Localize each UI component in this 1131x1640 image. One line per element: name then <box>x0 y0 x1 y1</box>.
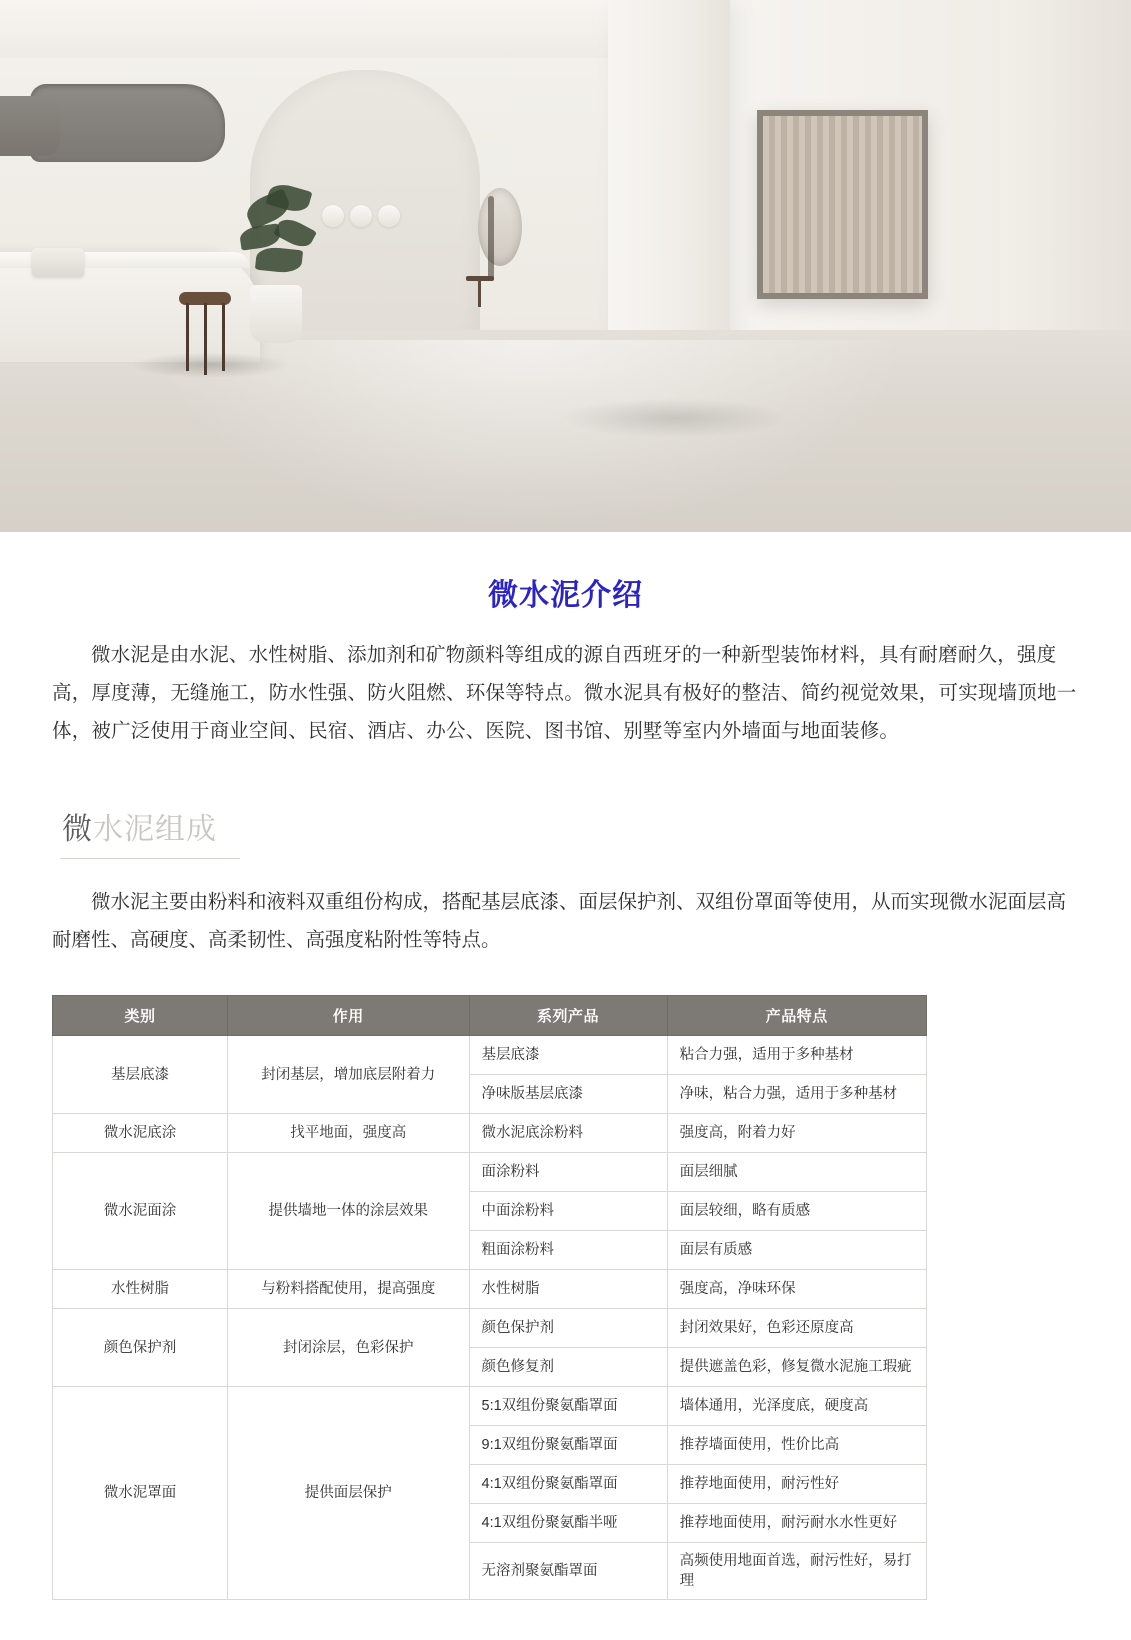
table-row <box>53 1270 927 1309</box>
cell-product: 4:1双组份聚氨酯半哑 <box>469 1504 667 1543</box>
stool-leg <box>204 303 207 375</box>
wall-disc-decor <box>378 205 400 227</box>
cell-function: 找平地面，强度高 <box>228 1114 469 1153</box>
artwork-canvas <box>763 116 922 293</box>
cell-category: 水性树脂 <box>53 1270 228 1309</box>
cell-product: 面涂粉料 <box>469 1153 667 1192</box>
cell-feature: 推荐地面使用，耐污性好 <box>667 1465 926 1504</box>
intro-paragraph: 微水泥是由水泥、水性树脂、添加剂和矿物颜料等组成的源自西班牙的一种新型装饰材料，具有耐磨耐久，强度高，厚度薄，无缝施工，防水性强、防火阻燃、环保等特点。微水泥具有极好的整洁、简约视觉效果，可实现墙顶地一体，被广泛使用于商业空间、民宿、酒店、办公、医院、图书馆、别墅等室内外墙面与地面装修。 <box>52 644 1077 742</box>
cell-function: 提供墙地一体的涂层效果 <box>228 1153 469 1270</box>
interior-scene <box>0 0 1131 532</box>
cell-category: 微水泥面涂 <box>53 1153 228 1270</box>
spec-table <box>52 995 927 1600</box>
spec-table-head <box>53 996 927 1036</box>
plant-pot <box>250 285 302 343</box>
section-divider <box>60 858 240 859</box>
cell-feature: 面层较细，略有质感 <box>667 1192 926 1231</box>
wall-disc-decor <box>322 205 344 227</box>
wall-disc-decor <box>350 205 372 227</box>
cell-product: 无溶剂聚氨酯罩面 <box>469 1543 667 1600</box>
section-heading-dark: 微 <box>62 813 93 846</box>
wall-sculpture <box>488 196 494 280</box>
cell-feature: 净味，粘合力强，适用于多种基材 <box>667 1075 926 1114</box>
cell-function: 与粉料搭配使用，提高强度 <box>228 1270 469 1309</box>
cell-feature: 强度高，附着力好 <box>667 1114 926 1153</box>
cell-feature: 面层有质感 <box>667 1231 926 1270</box>
cell-product: 水性树脂 <box>469 1270 667 1309</box>
cell-product: 基层底漆 <box>469 1036 667 1075</box>
table-row <box>53 1387 927 1426</box>
spec-table-wrapper <box>52 995 927 1600</box>
cell-function: 封闭涂层，色彩保护 <box>228 1309 469 1387</box>
cell-product: 微水泥底涂粉料 <box>469 1114 667 1153</box>
cell-feature: 提供遮盖色彩，修复微水泥施工瑕疵 <box>667 1348 926 1387</box>
cell-product: 中面涂粉料 <box>469 1192 667 1231</box>
table-row <box>53 1114 927 1153</box>
table-row <box>53 1309 927 1348</box>
table-header-row <box>53 996 927 1036</box>
framed-artwork <box>757 110 928 299</box>
table-header-category: 类别 <box>53 996 228 1036</box>
section-paragraph: 微水泥主要由粉料和液料双重组份构成，搭配基层底漆、面层保护剂、双组份罩面等使用，从而实现微水泥面层高耐磨性、高硬度、高柔韧性、高强度粘附性等特点。 <box>52 891 1067 951</box>
cell-feature: 粘合力强，适用于多种基材 <box>667 1036 926 1075</box>
cell-product: 颜色保护剂 <box>469 1309 667 1348</box>
table-header-function: 作用 <box>228 996 469 1036</box>
column-shadow <box>560 398 790 438</box>
side-table-leg <box>478 281 481 307</box>
cell-function: 封闭基层，增加底层附着力 <box>228 1036 469 1114</box>
cell-feature: 墙体通用，光泽度底，硬度高 <box>667 1387 926 1426</box>
cell-feature: 推荐地面使用，耐污耐水水性更好 <box>667 1504 926 1543</box>
page-title: 微水泥介绍 <box>488 579 643 612</box>
stool-leg <box>186 303 189 371</box>
spec-table-body <box>53 1036 927 1600</box>
cell-category: 微水泥罩面 <box>53 1387 228 1600</box>
oval-window <box>478 188 522 266</box>
table-header-feature: 产品特点 <box>667 996 926 1036</box>
cell-product: 4:1双组份聚氨酯罩面 <box>469 1465 667 1504</box>
cell-category: 基层底漆 <box>53 1036 228 1114</box>
cell-product: 净味版基层底漆 <box>469 1075 667 1114</box>
cell-function: 提供面层保护 <box>228 1387 469 1600</box>
cell-feature: 高频使用地面首选，耐污性好，易打理 <box>667 1543 926 1600</box>
table-row <box>53 1153 927 1192</box>
cell-feature: 强度高，净味环保 <box>667 1270 926 1309</box>
stool-leg <box>222 303 225 371</box>
cell-category: 颜色保护剂 <box>53 1309 228 1387</box>
wall-niche-secondary <box>0 96 60 156</box>
cell-category: 微水泥底涂 <box>53 1114 228 1153</box>
cell-product: 颜色修复剂 <box>469 1348 667 1387</box>
table-row <box>53 1036 927 1075</box>
cell-product: 5:1双组份聚氨酯罩面 <box>469 1387 667 1426</box>
hero-image <box>0 0 1131 532</box>
counter-object <box>32 248 84 276</box>
cell-feature: 推荐墙面使用，性价比高 <box>667 1426 926 1465</box>
cell-product: 9:1双组份聚氨酯罩面 <box>469 1426 667 1465</box>
counter-shadow <box>130 352 290 378</box>
cell-product: 粗面涂粉料 <box>469 1231 667 1270</box>
cell-feature: 面层细腻 <box>667 1153 926 1192</box>
cell-feature: 封闭效果好，色彩还原度高 <box>667 1309 926 1348</box>
section-heading-light: 水泥组成 <box>93 813 217 846</box>
table-header-product: 系列产品 <box>469 996 667 1036</box>
section-heading-composition <box>62 804 1079 848</box>
document-content <box>0 570 1131 959</box>
